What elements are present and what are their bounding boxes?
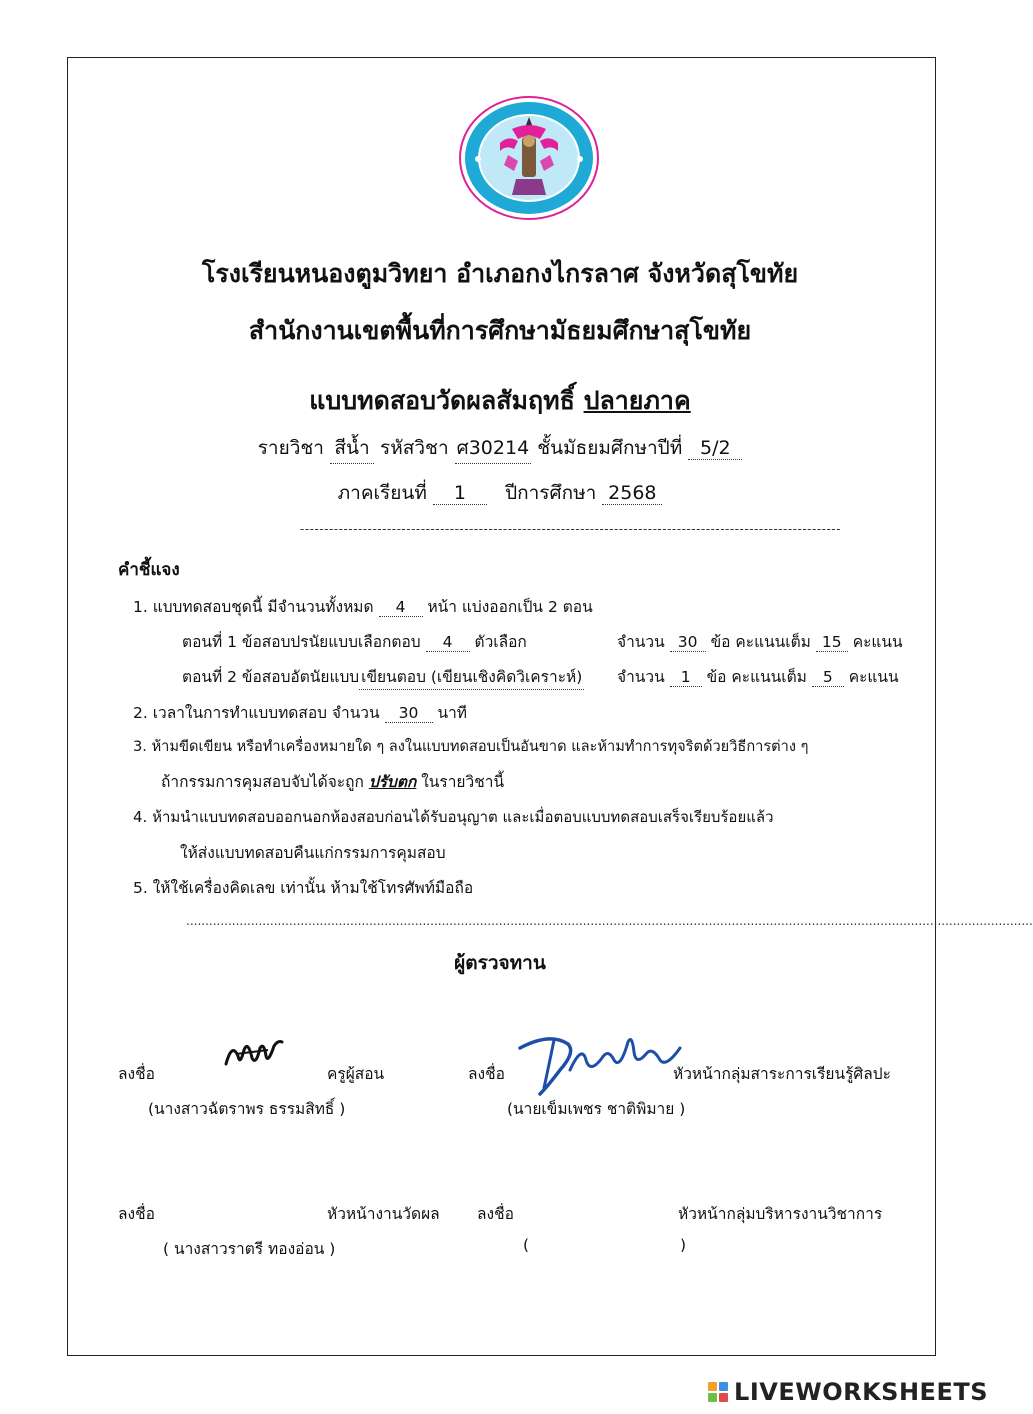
part-2-items: 1 — [670, 668, 702, 687]
page-count: 4 — [379, 598, 423, 617]
part-1-items: 30 — [670, 633, 706, 652]
part-2-line — [182, 664, 584, 690]
school-seal-logo — [458, 95, 600, 220]
instructions-heading: คำชี้แจง — [118, 560, 180, 580]
teacher-signature-icon — [222, 1036, 284, 1076]
part-2-count — [617, 664, 899, 689]
part-1-score-unit: คะแนน — [852, 633, 903, 651]
head-arts-name: (นายเข็มเพชร ชาติพิมาย ) — [507, 1100, 686, 1118]
part-1-score: 15 — [816, 633, 848, 652]
academic-role: หัวหน้ากลุ่มบริหารงานวิชาการ — [678, 1205, 883, 1223]
penalty-text: ปรับตก — [368, 773, 417, 791]
part-1-score-label: ข้อ คะแนนเต็ม — [710, 633, 811, 651]
year-label: ปีการศึกษา — [505, 482, 597, 504]
review-heading: ผู้ตรวจทาน — [454, 952, 546, 974]
instruction-3: 3. ห้ามขีดเขียน หรือทำเครื่องหมายใด ๆ ลงในแบบทดสอบเป็นอันขาด และห้ามทำการทุจริตด้วยวิธีการต่าง ๆ — [133, 738, 809, 755]
exam-minutes: 30 — [385, 704, 433, 723]
head-arts-sign-label: ลงชื่อ — [468, 1065, 505, 1083]
school-district: สำนักงานเขตพื้นที่การศึกษามัธยมศึกษาสุโขทัย — [248, 316, 752, 345]
instruction-1-text: 1. แบบทดสอบชุดนี้ มีจำนวนทั้งหมด — [133, 598, 374, 616]
part-1-choices-label: ตัวเลือก — [474, 633, 527, 651]
grade-label: ชั้นมัธยมศึกษาปีที่ — [537, 437, 683, 459]
semester-value: 1 — [433, 482, 487, 505]
academic-name-close: ) — [680, 1236, 687, 1254]
divider-dotted: .............................................................................................................................................................................................................................. — [186, 914, 1033, 928]
part-2-count-label: จำนวน — [617, 668, 665, 686]
instruction-3-tail: ในรายวิชานี้ — [416, 773, 505, 791]
year-value: 2568 — [602, 482, 662, 505]
head-arts-signature-icon — [510, 1030, 686, 1104]
teacher-name: (นางสาวฉัตราพร ธรรมสิทธิ์ ) — [148, 1100, 346, 1118]
exam-title-prefix: แบบทดสอบวัดผลสัมฤทธิ์ — [309, 386, 584, 415]
teacher-role: ครูผู้สอน — [327, 1065, 385, 1083]
instruction-2 — [133, 700, 467, 725]
academic-name-open: ( — [523, 1236, 530, 1254]
part-1-text: ตอนที่ 1 ข้อสอบปรนัยแบบเลือกตอบ — [182, 633, 421, 651]
head-arts-role: หัวหน้ากลุ่มสาระการเรียนรู้ศิลปะ — [673, 1065, 891, 1083]
part-1-line — [182, 629, 527, 654]
school-name: โรงเรียนหนองตูมวิทยา อำเภอกงไกรลาศ จังหวัดสุโขทัย — [201, 259, 799, 288]
code-label: รหัสวิชา — [380, 437, 449, 459]
exam-title — [0, 381, 1000, 421]
eval-sign-label: ลงชื่อ — [118, 1205, 155, 1223]
liveworksheets-logo-icon — [708, 1382, 728, 1402]
instruction-5: 5. ให้ใช้เครื่องคิดเลข เท่านั้น ห้ามใช้โทรศัพท์มือถือ — [133, 879, 474, 897]
semester-label: ภาคเรียนที่ — [337, 482, 427, 504]
liveworksheets-wordmark: LIVEWORKSHEETS — [734, 1378, 988, 1406]
divider-dashed: ---------------------------------------------------------------------------------------------------------------- — [300, 522, 841, 536]
grade-value: 5/2 — [688, 437, 742, 460]
part-2-text: ตอนที่ 2 ข้อสอบอัตนัยแบบ — [182, 668, 360, 686]
part-1-count — [617, 629, 903, 654]
instruction-4: 4. ห้ามนำแบบทดสอบออกนอกห้องสอบก่อนได้รับอนุญาต และเมื่อตอบแบบทดสอบเสร็จเรียบร้อยแล้ว — [133, 808, 774, 826]
instruction-1 — [133, 594, 593, 619]
instruction-2-unit: นาที — [437, 704, 467, 722]
part-1-count-label: จำนวน — [617, 633, 665, 651]
subject-value: สีน้ำ — [330, 433, 374, 464]
semester-line — [0, 478, 1000, 508]
instruction-2-text: 2. เวลาในการทำแบบทดสอบ จำนวน — [133, 704, 380, 722]
subject-line — [0, 433, 1000, 464]
part-1-choices: 4 — [426, 633, 470, 652]
part-2-score-unit: คะแนน — [848, 668, 899, 686]
instruction-4-cont: ให้ส่งแบบทดสอบคืนแก่กรรมการคุมสอบ — [180, 844, 446, 862]
eval-role: หัวหน้างานวัดผล — [327, 1205, 440, 1223]
academic-sign-label: ลงชื่อ — [477, 1205, 514, 1223]
instruction-3-cont-text: ถ้ากรรมการคุมสอบจับได้จะถูก — [161, 773, 369, 791]
instruction-1-tail: หน้า แบ่งออกเป็น 2 ตอน — [427, 598, 593, 616]
part-2-type: เขียนตอบ (เขียนเชิงคิดวิเคราะห์) — [359, 664, 584, 690]
exam-term: ปลายภาค — [583, 386, 691, 415]
instruction-3-cont — [161, 769, 504, 794]
code-value: ศ30214 — [455, 433, 532, 464]
part-2-score: 5 — [812, 668, 844, 687]
liveworksheets-branding — [708, 1378, 988, 1406]
eval-name: ( นางสาวราตรี ทองอ่อน ) — [163, 1240, 336, 1258]
teacher-sign-label: ลงชื่อ — [118, 1065, 155, 1083]
part-2-score-label: ข้อ คะแนนเต็ม — [706, 668, 807, 686]
subject-label: รายวิชา — [257, 437, 324, 459]
